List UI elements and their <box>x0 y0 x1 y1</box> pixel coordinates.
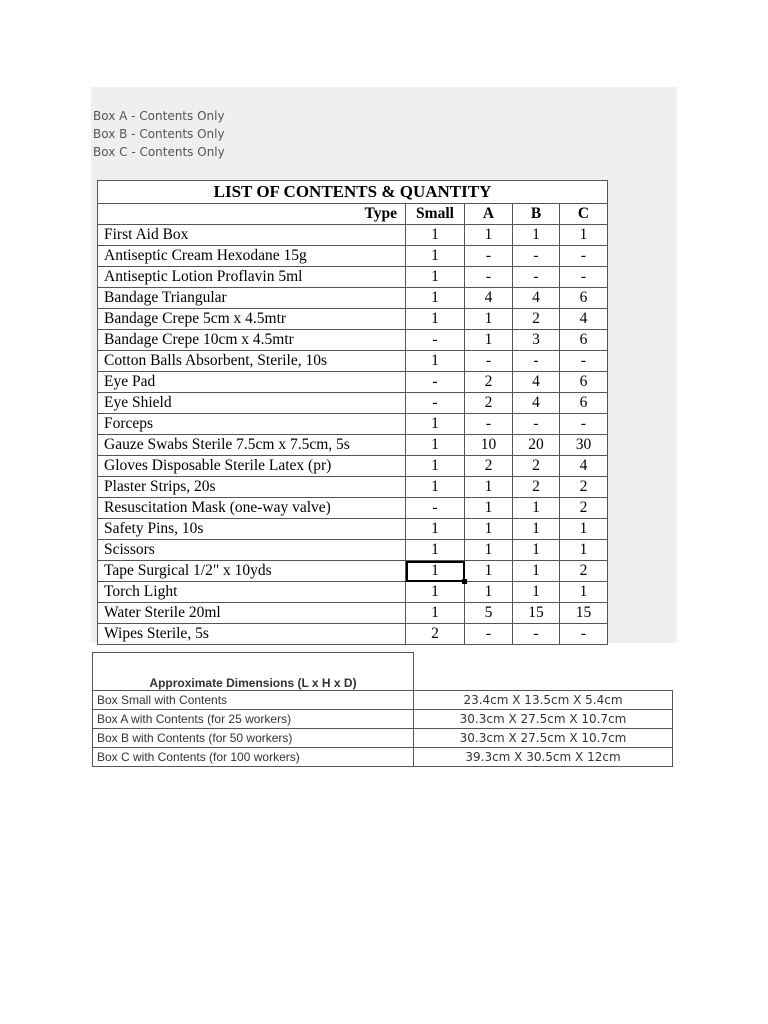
contents-title: LIST OF CONTENTS & QUANTITY <box>98 181 608 204</box>
cell-small[interactable]: 1 <box>406 246 465 267</box>
cell-c[interactable]: 2 <box>560 498 608 519</box>
cell-c[interactable]: - <box>560 624 608 645</box>
cell-small[interactable]: 1 <box>406 540 465 561</box>
cell-b[interactable]: 1 <box>513 519 560 540</box>
cell-b[interactable]: 1 <box>513 498 560 519</box>
cell-small[interactable]: - <box>406 330 465 351</box>
cell-a[interactable]: - <box>465 267 513 288</box>
cell-small[interactable]: 1 <box>406 456 465 477</box>
cell-a[interactable]: 5 <box>465 603 513 624</box>
cell-item[interactable]: Eye Shield <box>98 393 406 414</box>
cell-c[interactable]: - <box>560 414 608 435</box>
cell-small[interactable]: 1 <box>406 519 465 540</box>
dimensions-header-cell <box>92 652 414 691</box>
table-row <box>98 540 608 561</box>
cell-a[interactable]: 1 <box>465 582 513 603</box>
dimension-value: 39.3cm X 30.5cm X 12cm <box>414 748 673 767</box>
table-row <box>93 691 673 710</box>
cell-item[interactable]: Gloves Disposable Sterile Latex (pr) <box>98 456 406 477</box>
cell-c[interactable]: 1 <box>560 519 608 540</box>
cell-item[interactable]: Antiseptic Cream Hexodane 15g <box>98 246 406 267</box>
fill-handle[interactable] <box>462 579 467 584</box>
cell-a[interactable]: 1 <box>465 477 513 498</box>
cell-b[interactable]: - <box>513 414 560 435</box>
cell-a[interactable]: 2 <box>465 372 513 393</box>
dimension-label: Box C with Contents (for 100 workers) <box>93 748 414 767</box>
cell-c[interactable]: 4 <box>560 456 608 477</box>
cell-a[interactable]: - <box>465 246 513 267</box>
table-row <box>98 498 608 519</box>
cell-c[interactable]: 15 <box>560 603 608 624</box>
table-row <box>98 435 608 456</box>
cell-item[interactable]: Torch Light <box>98 582 406 603</box>
cell-b[interactable]: - <box>513 624 560 645</box>
cell-item[interactable]: Water Sterile 20ml <box>98 603 406 624</box>
table-row <box>98 267 608 288</box>
cell-item[interactable]: Cotton Balls Absorbent, Sterile, 10s <box>98 351 406 372</box>
cell-b[interactable]: 20 <box>513 435 560 456</box>
cell-c[interactable]: - <box>560 246 608 267</box>
cell-b[interactable]: - <box>513 267 560 288</box>
cell-b[interactable]: 1 <box>513 540 560 561</box>
cell-a[interactable]: 1 <box>465 309 513 330</box>
header-type: Type <box>98 204 406 225</box>
table-row <box>98 624 608 645</box>
table-row <box>98 225 608 246</box>
table-row <box>98 603 608 624</box>
contents-table <box>97 180 608 645</box>
table-row <box>98 582 608 603</box>
table-row <box>98 351 608 372</box>
dimension-value: 30.3cm X 27.5cm X 10.7cm <box>414 729 673 748</box>
cell-b[interactable]: 1 <box>513 582 560 603</box>
dimension-value: 30.3cm X 27.5cm X 10.7cm <box>414 710 673 729</box>
cell-c[interactable]: - <box>560 351 608 372</box>
table-row <box>93 729 673 748</box>
cell-item[interactable]: Safety Pins, 10s <box>98 519 406 540</box>
dimension-label: Box Small with Contents <box>93 691 414 710</box>
cell-b[interactable]: - <box>513 246 560 267</box>
cell-item[interactable]: Bandage Crepe 10cm x 4.5mtr <box>98 330 406 351</box>
cell-c[interactable]: 4 <box>560 309 608 330</box>
cell-item[interactable]: Bandage Crepe 5cm x 4.5mtr <box>98 309 406 330</box>
header-small: Small <box>406 204 465 225</box>
cell-c[interactable]: 1 <box>560 582 608 603</box>
cell-item[interactable]: First Aid Box <box>98 225 406 246</box>
table-row <box>98 288 608 309</box>
cell-small[interactable]: 1 <box>406 414 465 435</box>
cell-a[interactable]: 1 <box>465 540 513 561</box>
cell-c[interactable]: 1 <box>560 225 608 246</box>
table-row <box>98 309 608 330</box>
cell-small[interactable]: 1 <box>406 435 465 456</box>
cell-b[interactable]: 4 <box>513 393 560 414</box>
cell-c[interactable]: - <box>560 267 608 288</box>
table-row <box>98 456 608 477</box>
cell-c[interactable]: 6 <box>560 330 608 351</box>
cell-a[interactable]: 2 <box>465 393 513 414</box>
cell-c[interactable]: 2 <box>560 561 608 582</box>
cell-item[interactable]: Resuscitation Mask (one-way valve) <box>98 498 406 519</box>
cell-item[interactable]: Plaster Strips, 20s <box>98 477 406 498</box>
table-row <box>93 748 673 767</box>
cell-small[interactable]: 1 <box>406 309 465 330</box>
table-row <box>98 561 608 582</box>
cell-b[interactable]: 2 <box>513 309 560 330</box>
cell-a[interactable]: 2 <box>465 456 513 477</box>
cell-a[interactable]: 4 <box>465 288 513 309</box>
cell-c[interactable]: 6 <box>560 372 608 393</box>
intro-line-box-a: Box A - Contents Only <box>93 109 225 123</box>
table-row <box>98 393 608 414</box>
cell-a[interactable]: - <box>465 414 513 435</box>
table-row <box>98 477 608 498</box>
cell-small[interactable]: 1 <box>406 267 465 288</box>
cell-c[interactable]: 1 <box>560 540 608 561</box>
cell-item[interactable]: Scissors <box>98 540 406 561</box>
cell-a[interactable]: 1 <box>465 330 513 351</box>
intro-line-box-c: Box C - Contents Only <box>93 145 225 159</box>
cell-small[interactable]: 1 <box>406 603 465 624</box>
dimensions-table <box>92 690 673 767</box>
cell-small[interactable]: - <box>406 498 465 519</box>
cell-small[interactable]: - <box>406 372 465 393</box>
table-row <box>98 372 608 393</box>
cell-b[interactable]: 2 <box>513 456 560 477</box>
header-c: C <box>560 204 608 225</box>
dimensions-header: Approximate Dimensions (L x H x D) <box>149 676 357 690</box>
cell-a[interactable]: 1 <box>465 498 513 519</box>
cell-c[interactable]: 30 <box>560 435 608 456</box>
cell-a[interactable]: 1 <box>465 561 513 582</box>
cell-a[interactable]: 1 <box>465 519 513 540</box>
dimension-label: Box B with Contents (for 50 workers) <box>93 729 414 748</box>
cell-small[interactable]: 1 <box>406 582 465 603</box>
cell-small[interactable]: 1 <box>406 351 465 372</box>
cell-item[interactable]: Gauze Swabs Sterile 7.5cm x 7.5cm, 5s <box>98 435 406 456</box>
cell-a[interactable]: - <box>465 624 513 645</box>
contents-header-row <box>98 204 608 225</box>
cell-c[interactable]: 6 <box>560 393 608 414</box>
cell-a[interactable]: - <box>465 351 513 372</box>
cell-c[interactable]: 6 <box>560 288 608 309</box>
cell-item[interactable]: Bandage Triangular <box>98 288 406 309</box>
cell-b[interactable]: 2 <box>513 477 560 498</box>
table-row <box>93 710 673 729</box>
dimension-label: Box A with Contents (for 25 workers) <box>93 710 414 729</box>
header-b: B <box>513 204 560 225</box>
cell-b[interactable]: 1 <box>513 225 560 246</box>
table-row <box>98 330 608 351</box>
header-a: A <box>465 204 513 225</box>
cell-small[interactable]: 1 <box>406 477 465 498</box>
cell-item[interactable]: Wipes Sterile, 5s <box>98 624 406 645</box>
cell-small[interactable]: 1 <box>406 225 465 246</box>
cell-small[interactable]: 2 <box>406 624 465 645</box>
intro-line-box-b: Box B - Contents Only <box>93 127 225 141</box>
dimension-value: 23.4cm X 13.5cm X 5.4cm <box>414 691 673 710</box>
table-row <box>98 414 608 435</box>
cell-b[interactable]: 4 <box>513 288 560 309</box>
cell-a[interactable]: 10 <box>465 435 513 456</box>
cell-item[interactable]: Forceps <box>98 414 406 435</box>
table-row <box>98 246 608 267</box>
cell-item[interactable]: Eye Pad <box>98 372 406 393</box>
cell-item[interactable]: Tape Surgical 1/2" x 10yds <box>98 561 406 582</box>
cell-b[interactable]: 4 <box>513 372 560 393</box>
selected-cell[interactable]: 1 <box>406 561 465 582</box>
cell-b[interactable]: 3 <box>513 330 560 351</box>
table-row <box>98 519 608 540</box>
cell-a[interactable]: 1 <box>465 225 513 246</box>
cell-c[interactable]: 2 <box>560 477 608 498</box>
cell-b[interactable]: - <box>513 351 560 372</box>
cell-b[interactable]: 1 <box>513 561 560 582</box>
cell-small[interactable]: - <box>406 393 465 414</box>
cell-item[interactable]: Antiseptic Lotion Proflavin 5ml <box>98 267 406 288</box>
cell-b[interactable]: 15 <box>513 603 560 624</box>
cell-small[interactable]: 1 <box>406 288 465 309</box>
